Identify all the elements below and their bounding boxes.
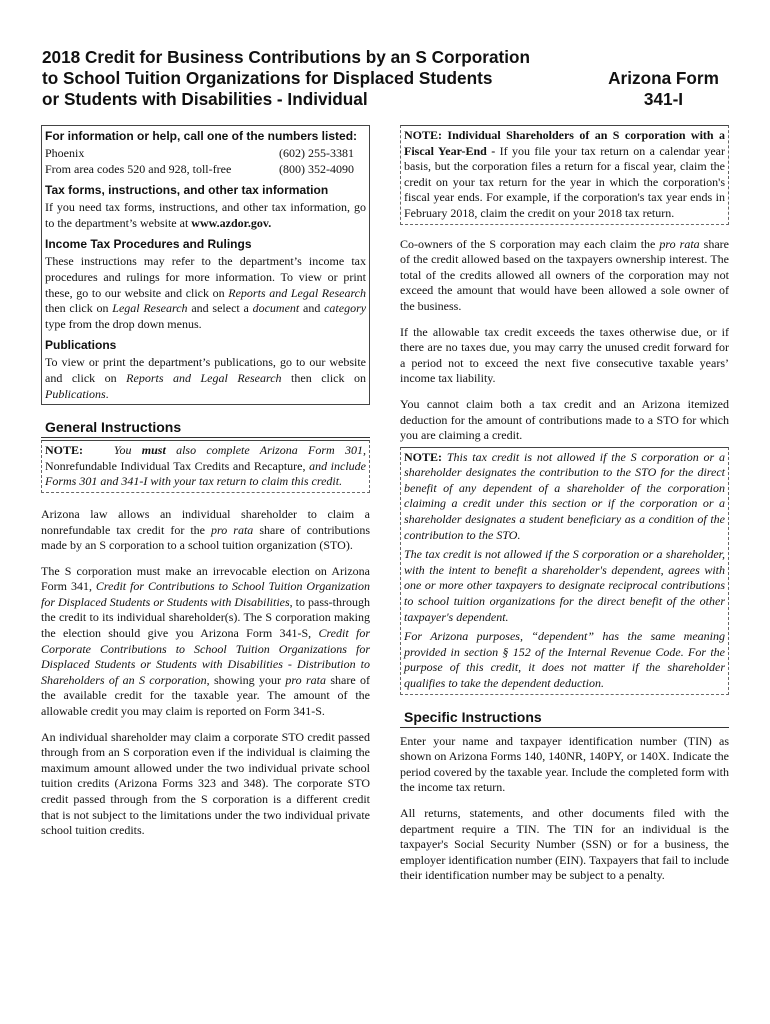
procedures-heading: Income Tax Procedures and Rulings [45,237,252,252]
phone-row-phoenix [45,146,366,162]
specific-instructions-heading: Specific Instructions [400,707,729,728]
phone-number: (602) 255-3381 [279,146,354,160]
para-text: share of contributions made by an S corporation to a school tuition organization (STO). [41,522,371,553]
title-line-2: to School Tuition Organizations for Displaced Students [42,68,493,88]
para-text: share of the available credit for the taxable year. The amount of the allowable credit you may claim is reported on Form 341-S. [41,672,371,719]
note-label: NOTE: [404,449,443,464]
title-line-3: or Students with Disabilities - Individual [42,89,368,109]
note-label: NOTE: [45,443,84,458]
note-text: You [113,443,132,458]
publications-body: . [105,386,109,401]
dependent-note-b: The tax credit is not allowed if the S corporation or a shareholder, with the intent to benefit a shareholder's dependent, agrees with one or more other taxpayers to designate reciprocal contributions to school tuition organizations for the direct benefit of the other taxpayer's dependent. [404,547,725,624]
general-note-box [41,440,370,493]
publications-heading: Publications [45,338,117,353]
reports-link: Reports and Legal Research [228,285,366,300]
general-note [45,443,366,490]
note-emphasis: must [141,443,166,458]
procedures-text [45,254,366,332]
left-column [41,125,370,839]
procedures-body: then click on [45,301,109,316]
right-para-2: If the allowable tax credit exceeds the taxes otherwise due, or if there are no taxes due, you may carry the unused credit forward for a period not to exceed the next five consecutive taxable years’ income tax liability. [400,324,729,386]
para-text: Co-owners of the S corporation may each claim the [400,236,656,251]
fiscal-year-note [404,128,725,222]
para-text: , to pass-through the credit to its individual shareholder(s). The S corporation making the election should give you Arizona Form 341-S, [41,594,370,641]
note-text: and include Forms 301 and 341-I with your tax return to claim this credit. [45,458,366,489]
dependent-note-c: For Arizona purposes, “dependent” has the same meaning provided in section § 152 of the Internal Revenue Code. For the purpose of this credit, it does not matter if the shareholder qualifies to take the dependent deduction. [404,629,725,690]
form-title [42,47,547,110]
reports-link: Reports and Legal Research [126,370,282,385]
general-para-1 [41,507,370,554]
right-para-3: You cannot claim both a tax credit and an Arizona itemized deduction for the amount of contributions made to a STO for which you are claiming a credit. [400,396,729,443]
para-italic: pro rata [285,672,326,687]
info-heading: For information or help, call one of the numbers listed: [45,129,358,143]
publications-body: then click on [291,370,367,385]
para-text: share of the credit allowed based on the taxpayers ownership interest. The total of the credits allowed all owners of the corporation may not exceed the amount that would have been allowed a sole owner of the business. [400,236,729,313]
note-text: This tax credit is not allowed if the S corporation or a shareholder designates the contribution to the STO for the direct benefit of any dependent of a shareholder of the corporation claiming a credit under this section or if the corporation or a shareholder designates a student beneficiary as a condition of the contribution to the STO. [404,449,725,542]
para-text: , showing your [206,672,282,687]
note-text: also complete Arizona Form 301, [176,443,367,458]
phone-number: (800) 352-4090 [279,161,354,176]
publications-body: To view or print the department’s publications, go to our website and click on [45,355,366,385]
right-column [400,125,729,884]
tax-forms-text [45,200,366,231]
tax-forms-heading: Tax forms, instructions, and other tax information [45,183,329,198]
general-para-3: An individual shareholder may claim a corporate STO credit passed through from an S corporation even if the individual is claiming the maximum amount allowed under the two individual private school tuition credits (Arizona Forms 323 and 348). The corporate STO credit passed through from the S corporation is a different credit that is not subject to the limitations under the two individual private school tuition credits. [41,729,370,838]
form-id [596,68,731,110]
para-italic: Credit for Contributions to School Tuition Organization for Displaced Students or Students with Disabilities [41,579,370,609]
specific-para-1: Enter your name and taxpayer identification number (TIN) as shown on Arizona Forms 140, 140NR, 140PY, or 140X. Indicate the period covered by the taxable year. Include the completed form with the income tax return. [400,733,729,795]
phone-label: From area codes 520 and 928, toll-free [45,161,232,176]
category-term: category [324,301,367,316]
document-term: document [252,301,300,316]
dependent-note-box [400,447,729,695]
form-label: Arizona Form [608,68,719,88]
procedures-body: and select a [191,301,249,316]
phone-row-tollfree [45,162,366,178]
info-box [41,125,370,405]
procedures-body: and [303,301,321,316]
procedures-body: These instructions may refer to the department’s income tax procedures and rulings for more information. To view or print these, go to our website and click on [45,254,366,300]
para-italic: Credit for Corporate Contributions to School Tuition Organizations for Displaced Students or Students with Disabilities - Distribution to Shareholders of an S corporation [41,626,370,687]
note-form-title: Nonrefundable Individual Tax Credits and Recapture, [45,458,306,473]
title-line-1: 2018 Credit for Business Contributions by an S Corporation [42,47,530,67]
publications-link: Publications [45,386,106,401]
general-instructions-heading: General Instructions [41,417,370,438]
note-text: If you file your tax return on a calendar year basis, but the corporation files a return for a fiscal year, claim the credit on your tax return for the year in which the corporation's fiscal year ends. For example, if the corporation's tax year ends in February 2018, claim the credit on your 2018 tax return. [404,143,726,220]
note-label: NOTE: Individual Shareholders of an S corporation with a Fiscal Year-End - [404,128,725,158]
fiscal-year-note-box [400,125,729,225]
para-text: Arizona law allows an individual shareholder to claim a nonrefundable tax credit for the [41,506,370,537]
para-italic: pro rata [659,236,700,251]
phone-label: Phoenix [45,146,85,160]
procedures-body: type from the drop down menus. [45,316,202,331]
form-number: 341-I [643,89,684,109]
general-para-2 [41,564,370,720]
para-italic: pro rata [211,522,254,537]
para-text: The S corporation must make an irrevocable election on Arizona Form 341, [41,563,370,594]
right-para-1 [400,237,729,315]
legal-research-link: Legal Research [112,301,188,316]
website-link[interactable]: www.azdor.gov. [191,215,272,230]
dependent-note-a [404,450,725,544]
specific-para-2: All returns, statements, and other documents filed with the department require a TIN. The TIN for an individual is the taxpayer's Social Security Number (SSN) or for a business, the employer identification number (EIN). Taxpayers that fail to include their identification number may be subject to a penalty. [400,805,729,883]
publications-text [45,355,366,402]
tax-forms-body: If you need tax forms, instructions, and other tax information, go to the department’s website at [45,200,366,230]
